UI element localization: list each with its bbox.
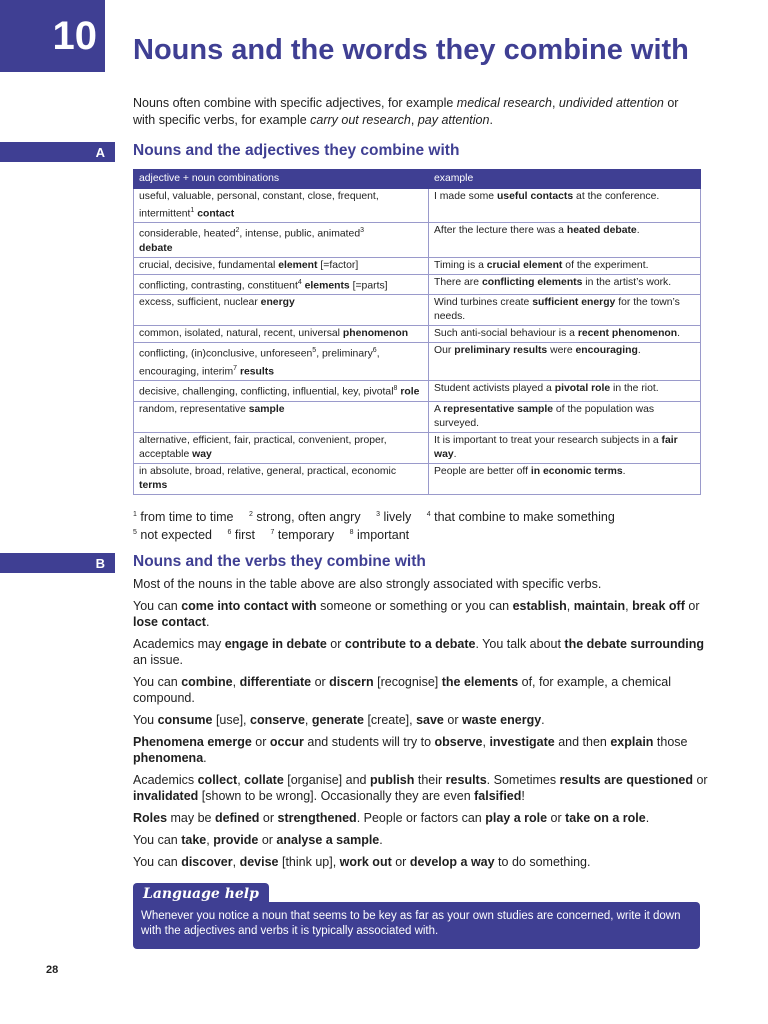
footnote: $^1$ from time to time (133, 510, 234, 525)
combination-cell: random, representative sample (134, 401, 429, 432)
table-row (134, 401, 701, 432)
paragraph: You consume [use], conserve, generate [create], save or waste energy. (133, 713, 545, 727)
section-b-tab: B (0, 553, 115, 573)
page-number: 28 (46, 964, 59, 976)
section-b-body (133, 576, 708, 876)
table-row (134, 295, 701, 326)
paragraph: You can discover, devise [think up], work out or develop a way to do something. (133, 855, 591, 869)
example-cell: A representative sample of the population was surveyed. (429, 401, 701, 432)
footnote: $^7$ temporary (270, 528, 335, 543)
intro-paragraph: Nouns often combine with specific adjectives, for example medical research, undivided attention or with specific verbs, for example carry out research, pay attention. (133, 96, 679, 127)
table-row (134, 326, 701, 343)
paragraph: Academics may engage in debate or contribute to a debate. You talk about the debate surrounding an issue. (133, 637, 705, 667)
example-cell: People are better off in economic terms. (429, 463, 701, 494)
example-cell: There are conflicting elements in the artist’s work. (429, 274, 701, 294)
header-combinations: adjective + noun combinations (134, 170, 429, 189)
table-header-row (134, 170, 701, 189)
paragraph: You can combine, differentiate or discern [recognise] the elements of, for example, a chemical compound. (133, 675, 672, 705)
example-cell: Timing is a crucial element of the experiment. (429, 257, 701, 274)
combination-cell: considerable, heated$^2$, intense, public, animated$^3$ debate (134, 223, 429, 257)
combination-cell: common, isolated, natural, recent, universal phenomenon (134, 326, 429, 343)
example-cell: Our preliminary results were encouraging. (429, 343, 701, 381)
table-row (134, 257, 701, 274)
header-example: example (429, 170, 701, 189)
table-row (134, 432, 701, 463)
example-cell: Student activists played a pivotal role in the riot. (429, 381, 701, 401)
paragraph: You can take, provide or analyse a sample. (133, 833, 383, 847)
footnote: $^3$ lively (376, 510, 412, 525)
language-help-title: Language help (133, 883, 269, 905)
unit-number: 10 (0, 0, 105, 72)
footnotes (133, 507, 733, 543)
page-title: Nouns and the words they combine with (133, 34, 689, 66)
section-a-tab: A (0, 142, 115, 162)
section-b-title: Nouns and the verbs they combine with (133, 553, 426, 570)
combination-cell: in absolute, broad, relative, general, practical, economic terms (134, 463, 429, 494)
combination-cell: alternative, efficient, fair, practical, convenient, proper, acceptable way (134, 432, 429, 463)
example-cell: I made some useful contacts at the conference. (429, 189, 701, 223)
table-row (134, 463, 701, 494)
table-row (134, 381, 701, 401)
footnote: $^4$ that combine to make something (426, 510, 615, 525)
example-cell: After the lecture there was a heated debate. (429, 223, 701, 257)
table-row (134, 223, 701, 257)
table-row (134, 343, 701, 381)
footnote: $^6$ first (227, 528, 255, 543)
example-cell: It is important to treat your research subjects in a fair way. (429, 432, 701, 463)
vocab-table (133, 169, 701, 495)
example-cell: Wind turbines create sufficient energy for the town’s needs. (429, 295, 701, 326)
combination-cell: useful, valuable, personal, constant, close, frequent, intermittent$^1$ contact (134, 189, 429, 223)
combination-cell: conflicting, (in)conclusive, unforeseen$^5$, preliminary$^6$, encouraging, interim$^7$ results (134, 343, 429, 381)
table-row (134, 274, 701, 294)
section-a-title: Nouns and the adjectives they combine with (133, 142, 460, 159)
language-help-box: Whenever you notice a noun that seems to be key as far as your own studies are concerned, write it down with the adjectives and verbs it is typically associated with. (133, 902, 700, 949)
combination-cell: conflicting, contrasting, constituent$^4$ elements [=parts] (134, 274, 429, 294)
paragraph: Academics collect, collate [organise] and publish their results. Sometimes results are questioned or invalidated [shown to be wrong]. Occasionally they are even falsified! (133, 773, 708, 803)
example-cell: Such anti-social behaviour is a recent phenomenon. (429, 326, 701, 343)
footnote: $^5$ not expected (133, 528, 212, 543)
combination-cell: decisive, challenging, conflicting, influential, key, pivotal$^8$ role (134, 381, 429, 401)
paragraph: Most of the nouns in the table above are also strongly associated with specific verbs. (133, 577, 602, 591)
combination-cell: excess, sufficient, nuclear energy (134, 295, 429, 326)
paragraph: Phenomena emerge or occur and students will try to observe, investigate and then explain those phenomena. (133, 735, 688, 765)
paragraph: You can come into contact with someone or something or you can establish, maintain, break off or lose contact. (133, 599, 700, 629)
paragraph: Roles may be defined or strengthened. People or factors can play a role or take on a role. (133, 811, 650, 825)
combination-cell: crucial, decisive, fundamental element [=factor] (134, 257, 429, 274)
table-row (134, 189, 701, 223)
footnote: $^8$ important (349, 528, 410, 543)
footnote: $^2$ strong, often angry (248, 510, 361, 525)
